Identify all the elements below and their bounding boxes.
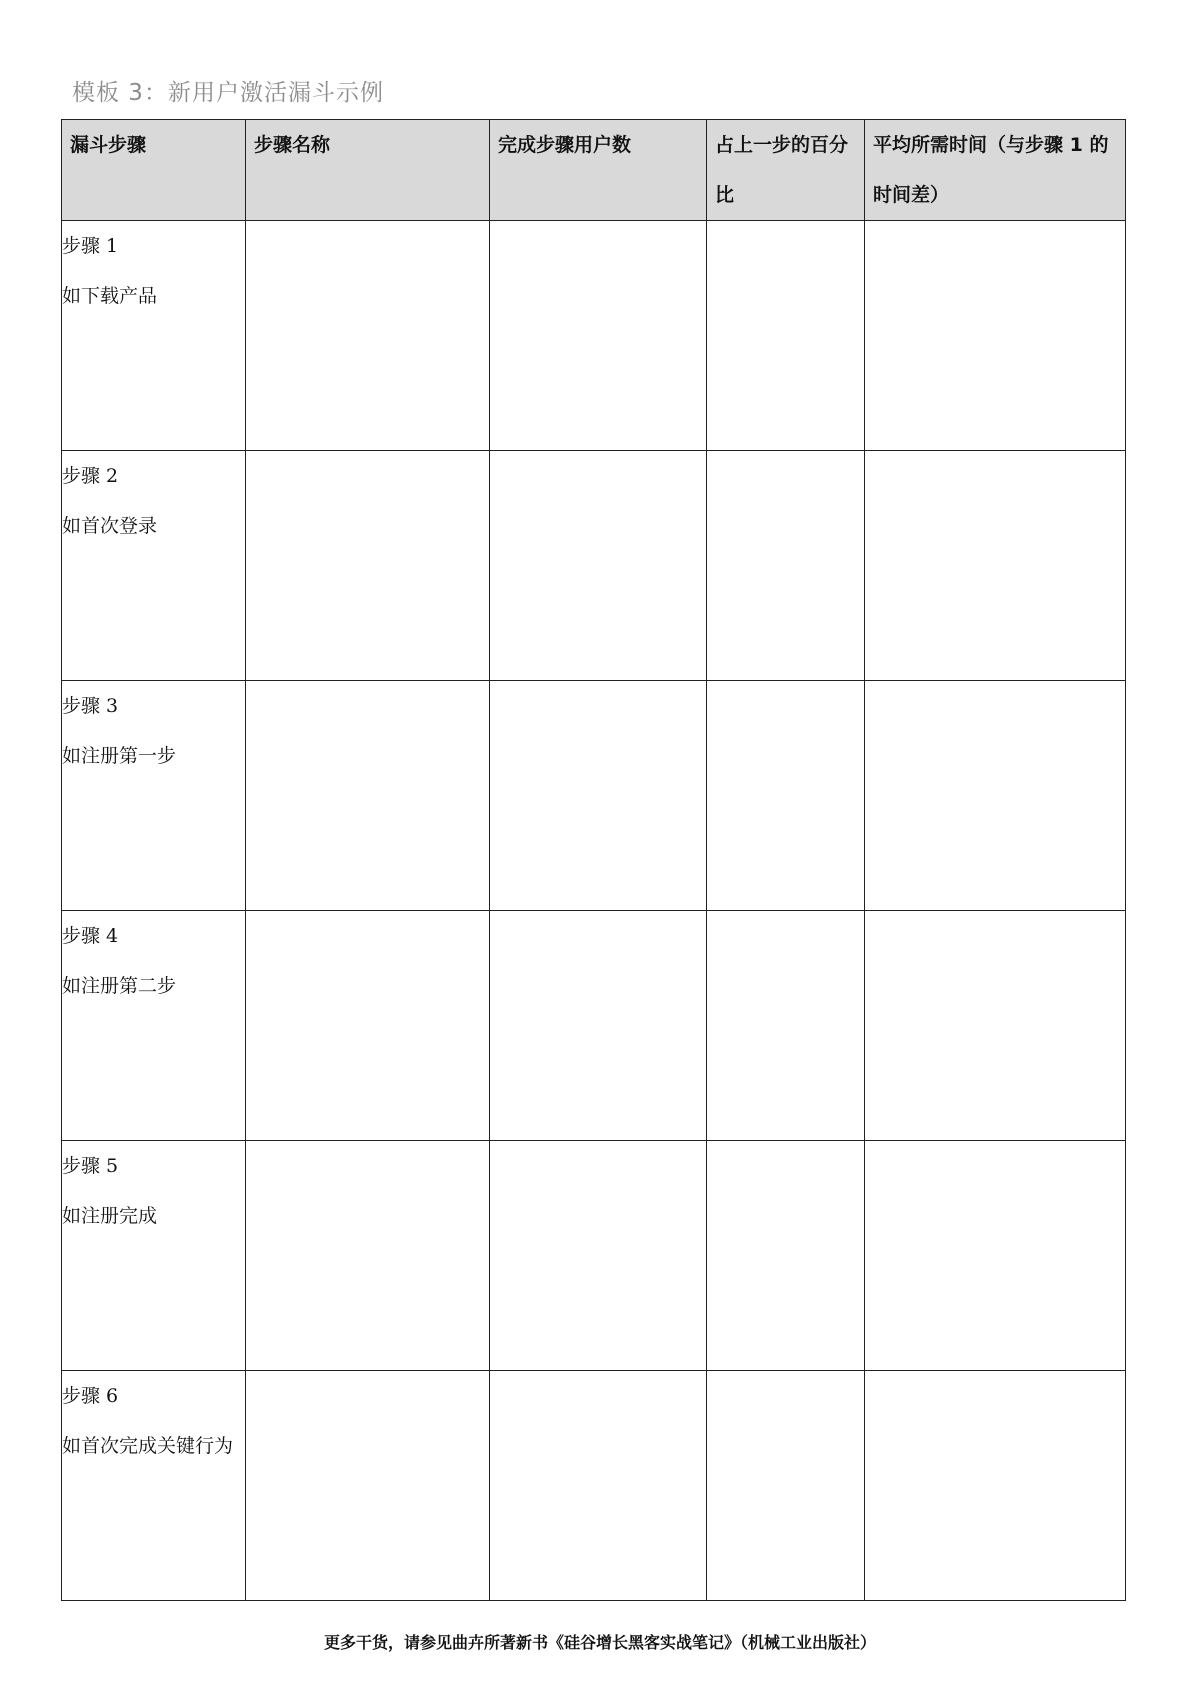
- step-name-cell[interactable]: [246, 1141, 490, 1371]
- average-time-cell[interactable]: [865, 1141, 1126, 1371]
- average-time-cell[interactable]: [865, 451, 1126, 681]
- step-label: 步骤 5: [62, 1155, 119, 1177]
- step-cell: [62, 681, 246, 911]
- users-completed-cell[interactable]: [490, 681, 707, 911]
- table-row: [62, 1371, 1126, 1601]
- step-example: 如注册完成: [62, 1205, 158, 1227]
- percent-cell[interactable]: [707, 911, 865, 1141]
- users-completed-cell[interactable]: [490, 1371, 707, 1601]
- step-name-cell[interactable]: [246, 1371, 490, 1601]
- average-time-cell[interactable]: [865, 1371, 1126, 1601]
- step-example: 如注册第一步: [62, 745, 177, 767]
- step-name-cell[interactable]: [246, 681, 490, 911]
- header-users-completed: 完成步骤用户数: [490, 120, 707, 221]
- table-row: [62, 911, 1126, 1141]
- percent-cell[interactable]: [707, 451, 865, 681]
- step-cell: [62, 221, 246, 451]
- header-percent-of-previous: 占上一步的百分比: [707, 120, 865, 221]
- step-example: 如首次登录: [62, 515, 158, 537]
- funnel-table: [61, 119, 1126, 1601]
- footer-note: 更多干货，请参见曲卉所著新书《硅谷增长黑客实战笔记》（机械工业出版社）: [323, 1633, 876, 1652]
- step-example: 如下载产品: [62, 285, 158, 307]
- table-row: [62, 1141, 1126, 1371]
- step-name-cell[interactable]: [246, 911, 490, 1141]
- average-time-cell[interactable]: [865, 221, 1126, 451]
- step-cell: [62, 1371, 246, 1601]
- average-time-cell[interactable]: [865, 681, 1126, 911]
- step-label: 步骤 1: [62, 235, 119, 257]
- step-example: 如首次完成关键行为: [62, 1435, 234, 1457]
- users-completed-cell[interactable]: [490, 911, 707, 1141]
- percent-cell[interactable]: [707, 1141, 865, 1371]
- step-label: 步骤 3: [62, 695, 119, 717]
- step-cell: [62, 911, 246, 1141]
- percent-cell[interactable]: [707, 681, 865, 911]
- users-completed-cell[interactable]: [490, 1141, 707, 1371]
- step-name-cell[interactable]: [246, 451, 490, 681]
- step-label: 步骤 2: [62, 465, 119, 487]
- header-average-time: 平均所需时间（与步骤 1 的时间差）: [865, 120, 1126, 221]
- step-cell: [62, 451, 246, 681]
- table-row: [62, 451, 1126, 681]
- step-cell: [62, 1141, 246, 1371]
- step-label: 步骤 6: [62, 1385, 119, 1407]
- header-funnel-step: 漏斗步骤: [62, 120, 246, 221]
- percent-cell[interactable]: [707, 1371, 865, 1601]
- table-row: [62, 681, 1126, 911]
- users-completed-cell[interactable]: [490, 221, 707, 451]
- table-row: [62, 221, 1126, 451]
- step-name-cell[interactable]: [246, 221, 490, 451]
- header-step-name: 步骤名称: [246, 120, 490, 221]
- step-label: 步骤 4: [62, 925, 119, 947]
- users-completed-cell[interactable]: [490, 451, 707, 681]
- step-example: 如注册第二步: [62, 975, 177, 997]
- table-caption: 模板 3：新用户激活漏斗示例: [72, 80, 384, 106]
- percent-cell[interactable]: [707, 221, 865, 451]
- table-header-row: [62, 120, 1126, 221]
- average-time-cell[interactable]: [865, 911, 1126, 1141]
